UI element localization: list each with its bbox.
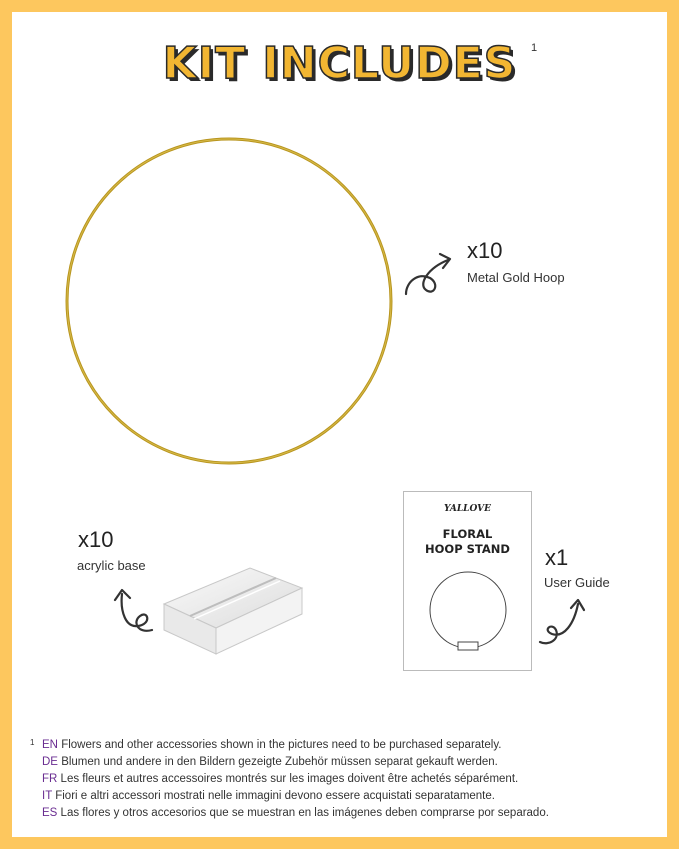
acrylic-base-image	[158, 562, 306, 658]
metal-gold-hoop-image	[64, 136, 394, 466]
footnote-row-de	[34, 754, 549, 771]
footnote-marker: 1	[30, 738, 35, 747]
footnote-block	[30, 737, 549, 822]
footnote-row-es	[34, 805, 549, 822]
base-label: acrylic base	[77, 558, 146, 573]
lang-code: IT	[42, 790, 53, 802]
curly-arrow-icon	[398, 244, 460, 300]
lang-code: FR	[42, 773, 58, 785]
footnote-text: Las flores y otros accesorios que se muestran en las imágenes deben comprarse por separado.	[60, 807, 549, 819]
footnote-row-it	[34, 788, 549, 805]
footnote-text: Les fleurs et autres accessoires montrés sur les images doivent être achetés séparément.	[60, 773, 519, 785]
lang-code: ES	[42, 807, 58, 819]
footnote-text: Flowers and other accessories shown in the pictures need to be purchased separately.	[61, 739, 502, 751]
page-title: KIT INCLUDES	[162, 38, 517, 89]
guide-title-line1: FLORAL	[442, 527, 493, 541]
user-guide-card	[403, 491, 532, 671]
guide-title-line2: HOOP STAND	[425, 542, 510, 556]
guide-label: User Guide	[544, 575, 610, 590]
hoop-count: x10	[467, 238, 503, 263]
footnote-text: Fiori e altri accessori mostrati nelle immagini devono essere acquistati separatamente.	[55, 790, 495, 802]
title-block	[0, 38, 679, 89]
guide-brand-logo: YALLOVE	[443, 504, 491, 514]
base-count: x10	[78, 527, 114, 552]
guide-count: x1	[545, 545, 569, 570]
hoop-label: Metal Gold Hoop	[467, 270, 565, 285]
curly-arrow-icon	[534, 596, 588, 650]
footnote-row-fr	[34, 771, 549, 788]
footnote-text: Blumen und andere in den Bildern gezeigte Zubehör müssen separat gekauft werden.	[61, 756, 498, 768]
title-footnote-marker: 1	[531, 42, 538, 54]
footnote-row-en	[34, 737, 549, 754]
lang-code: EN	[42, 739, 58, 751]
lang-code: DE	[42, 756, 58, 768]
curly-arrow-icon	[108, 582, 160, 638]
guide-hoop-illustration	[426, 568, 510, 652]
